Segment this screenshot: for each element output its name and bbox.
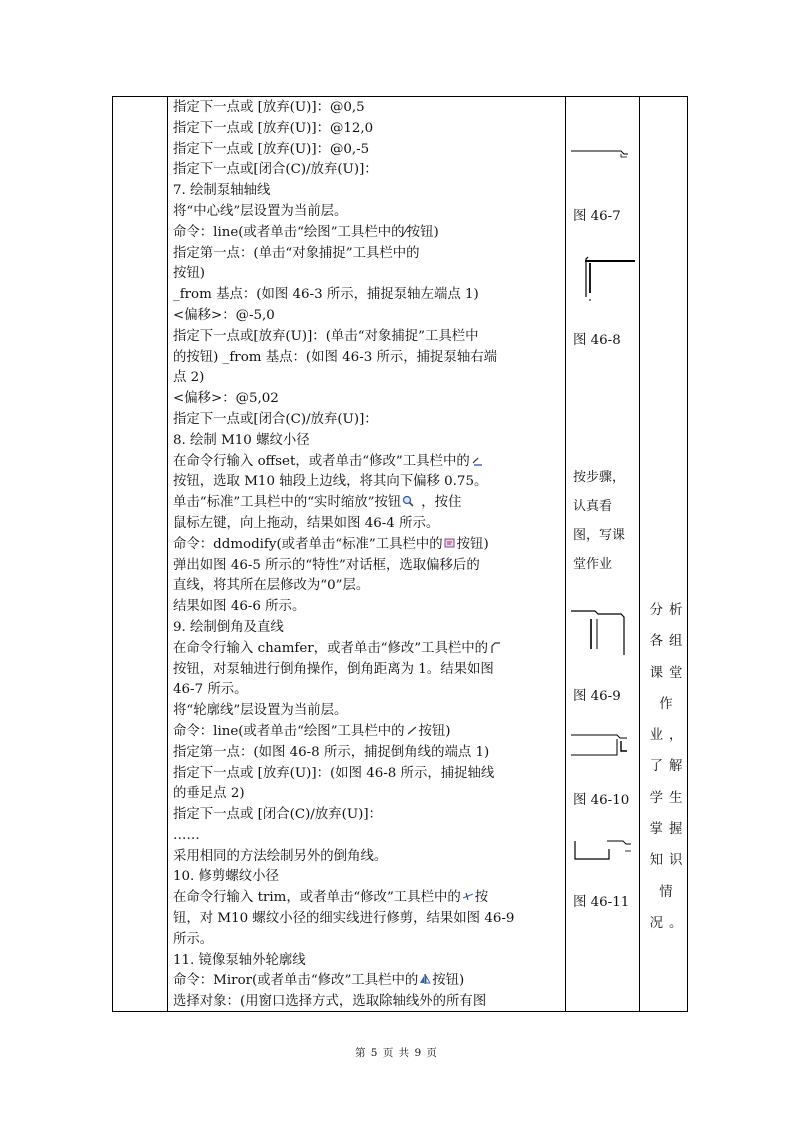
line: 指定第一点：(如图 46-8 所示，捕捉倒角线的端点 1)	[173, 744, 490, 760]
figure-label: 图 46-9	[573, 689, 621, 704]
zoom-icon	[402, 494, 414, 506]
figure-label: 图 46-10	[573, 793, 630, 808]
ellipsis: ……	[173, 827, 200, 843]
line: 将“中心线”层设置为当前层。	[173, 203, 348, 219]
step-heading: 8. 绘制 M10 螺纹小径	[173, 432, 310, 448]
chamfer-icon	[489, 640, 501, 652]
line: <偏移>：@-5,0	[173, 307, 275, 323]
line: 指定第一点：(单击“对象捕捉”工具栏中的	[173, 245, 420, 261]
line-suffix: 按钮)	[432, 973, 465, 989]
line-text: 单击“标准”工具栏中的“实时缩放”按钮	[173, 495, 402, 511]
procedure-text	[173, 98, 565, 1013]
line	[173, 452, 565, 473]
line: 指定下一点或[放弃(U)]：(单击“对象捕捉”工具栏中	[173, 328, 479, 344]
objective-text: 学生	[649, 790, 689, 806]
line: 所示。	[173, 931, 214, 947]
line: _from 基点：(如图 46-3 所示，捕捉泵轴左端点 1)	[173, 287, 479, 303]
objective-text: 况。	[649, 915, 689, 931]
note-line: 堂作业	[573, 557, 613, 572]
objective-text: 业，	[649, 728, 689, 744]
line: 指定下一点或 [放弃(U)]：@12,0	[173, 120, 374, 136]
line: 的按钮) _from 基点：(如图 46-3 所示，捕捉泵轴右端	[173, 349, 498, 365]
line: 46-7 所示。	[173, 682, 248, 698]
line-text: 命令：Miror(或者单击“修改”工具栏中的	[173, 973, 419, 989]
line-suffix: 按钮)	[418, 723, 451, 739]
step-heading: 7. 绘制泵轴轴线	[173, 183, 271, 199]
line	[173, 493, 565, 514]
line: 按钮，选取 M10 轴段上边线，将其向下偏移 0.75。	[173, 474, 488, 490]
line: 按钮)	[173, 266, 206, 282]
line: 指定下一点或[闭合(C)/放弃(U)]：	[173, 162, 378, 178]
line: 直线，将其所在层修改为“0”层。	[173, 578, 370, 594]
line: 将“轮廓线”层设置为当前层。	[173, 703, 348, 719]
line	[173, 535, 565, 556]
objective-text: 掌握	[649, 822, 689, 838]
line	[173, 639, 565, 660]
figure-column	[565, 97, 639, 1011]
line: 指定下一点或 [放弃(U)]：(如图 46-8 所示，捕捉轴线	[173, 765, 495, 781]
note-line: 认真看	[573, 499, 613, 514]
objective-text: 情	[659, 884, 679, 900]
line: 点 2)	[173, 370, 205, 386]
objective-column	[649, 595, 689, 939]
line: 按钮，对泵轴进行倒角操作，倒角距离为 1。结果如图	[173, 661, 494, 677]
figure-46-8-sketch	[569, 247, 635, 305]
figure-46-11-sketch	[569, 835, 635, 865]
step-heading: 10. 修剪螺纹小径	[173, 869, 279, 885]
line: 命令：line(或者单击“绘图”工具栏中的⁄按钮)	[173, 224, 439, 240]
line: 弹出如图 46-5 所示的“特性”对话框，选取偏移后的	[173, 557, 480, 573]
objective-text: 各组	[649, 634, 689, 650]
line-text: 命令：line(或者单击“绘图”工具栏中的	[173, 723, 405, 739]
page-footer: 第 5 页 共 9 页	[354, 1047, 439, 1059]
line: 指定下一点或 [放弃(U)]：@0,-5	[173, 141, 370, 157]
line: 钮，对 M10 螺纹小径的细实线进行修剪，结果如图 46-9	[173, 911, 515, 927]
line	[173, 971, 565, 992]
objective-text: 课堂	[649, 665, 689, 681]
line: 指定下一点或 [闭合(C)/放弃(U)]：	[173, 807, 382, 823]
figure-label: 图 46-7	[573, 209, 621, 224]
line: 采用相同的方法绘制另外的倒角线。	[173, 848, 388, 864]
offset-icon	[471, 453, 483, 465]
line: <偏移>：@5,02	[173, 391, 279, 407]
figure-46-7-sketch	[569, 145, 633, 161]
line-suffix: ，按住	[421, 495, 462, 511]
line-text: 在命令行输入 trim，或者单击“修改”工具栏中的	[173, 890, 461, 906]
note-line: 图，写课	[573, 528, 626, 543]
mirror-icon	[419, 972, 431, 984]
col-divider-3	[639, 97, 640, 1011]
figure-46-10-sketch	[569, 729, 633, 759]
line	[173, 888, 565, 909]
line: 指定下一点或 [放弃(U)]：@0,5	[173, 100, 365, 115]
lesson-table	[112, 96, 688, 1012]
objective-text: 知识	[649, 853, 689, 869]
line-icon	[406, 723, 418, 735]
line-text: 命令：ddmodify(或者单击“标准”工具栏中的	[173, 536, 443, 552]
objective-text: 分析	[649, 603, 689, 618]
line: 的垂足点 2)	[173, 786, 245, 802]
line-text: 在命令行输入 offset，或者单击“修改”工具栏中的	[173, 453, 470, 469]
line-suffix: 按	[474, 890, 489, 906]
line: 指定下一点或[闭合(C)/放弃(U)]：	[173, 411, 378, 427]
step-heading: 9. 绘制倒角及直线	[173, 619, 284, 635]
figure-label: 图 46-8	[573, 333, 621, 348]
line: 选择对象：(用窗口选择方式，选取除轴线外的所有图	[173, 994, 487, 1010]
line	[173, 722, 565, 743]
col-divider-1	[167, 97, 168, 1011]
figure-label: 图 46-11	[573, 895, 630, 910]
line-text: 在命令行输入 chamfer，或者单击“修改”工具栏中的	[173, 640, 489, 656]
properties-icon	[444, 536, 456, 548]
step-heading: 11. 镜像泵轴外轮廓线	[173, 952, 306, 968]
line: 鼠标左键，向上拖动，结果如图 46-4 所示。	[173, 515, 440, 531]
figure-46-9-sketch	[569, 605, 629, 657]
objective-text: 了解	[649, 759, 689, 775]
line: 结果如图 46-6 所示。	[173, 599, 306, 615]
line-suffix: 按钮)	[456, 536, 489, 552]
note-line: 按步骤，	[573, 470, 626, 485]
trim-icon	[462, 889, 474, 901]
objective-text: 作	[659, 696, 679, 712]
